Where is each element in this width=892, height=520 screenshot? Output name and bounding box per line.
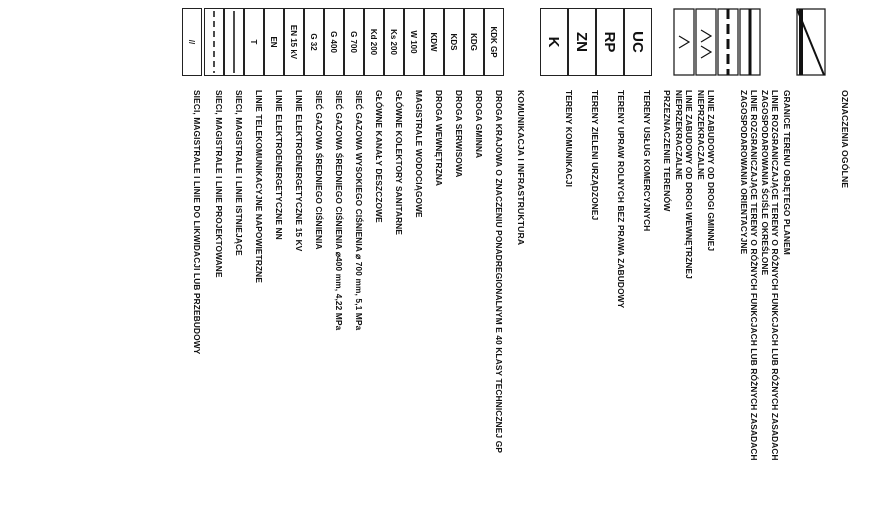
infra-label-1: DROGA GMINNA — [474, 90, 484, 159]
strict-boundary-line-icon — [739, 8, 761, 76]
purpose-code-UC: UC — [624, 8, 652, 76]
infra-code-15: // — [182, 8, 202, 76]
building-line-county-road-icon — [695, 8, 717, 76]
existing-line-icon — [225, 9, 243, 75]
purpose-label-RP: TERENY UPRAW ROLNYCH BEZ PRAWA ZABUDOWY — [616, 90, 626, 309]
plan-boundary-icon — [796, 8, 826, 76]
infra-code-1: KDG — [464, 8, 484, 76]
infra-label-15: SIECI, MAGISTRALE I LINIE DO LIKWIDACJI LUB PRZEBUDOWY — [192, 90, 202, 355]
planned-line-icon — [205, 9, 223, 75]
infra-code-5: Ks 200 — [384, 8, 404, 76]
infra-code-9: G 32 — [304, 8, 324, 76]
general-label-0: GRANICE TERENU OBJĘTEGO PLANEM — [782, 90, 792, 255]
purpose-code-K: K — [540, 8, 568, 76]
infra-code-0: KDK GP — [484, 8, 504, 76]
infra-code-3: KDW — [424, 8, 444, 76]
infra-label-12: LINIE TELEKOMUNIKACYJNE NAPOWIETRZNE — [254, 90, 264, 284]
infra-label-5: GŁÓWNE KOLEKTORY SANITARNE — [394, 90, 404, 236]
infra-label-11: LINIE ELEKTROENERGETYCZNE NN — [274, 90, 284, 240]
infra-code-4: W 100 — [404, 8, 424, 76]
purpose-code-ZN: ZN — [568, 8, 596, 76]
infra-label-10: LINIE ELEKTROENERGETYCZNE 15 KV — [294, 90, 304, 252]
infra-label-13: SIECI, MAGISTRALE I LINIE ISTNIEJĄCE — [234, 90, 244, 256]
infra-header: KOMUNIKACJA I INFRASTRUKTURA — [516, 90, 526, 246]
infra-label-4: MAGISTRALE WODOCIĄGOWE — [414, 90, 424, 218]
purpose-label-K: TERENY KOMUNIKACJI — [564, 90, 574, 188]
infra-label-3: DROGA WEWNĘTRZNA — [434, 90, 444, 187]
purpose-label-ZN: TERENY ZIELENI URZĄDZONEJ — [590, 90, 600, 221]
general-header: OZNACZENIA OGÓLNE — [840, 90, 850, 189]
purpose-code-RP: RP — [596, 8, 624, 76]
dashed-boundary-icon — [717, 8, 739, 76]
infra-code-13 — [224, 8, 244, 76]
infra-label-7: SIEĆ GAZOWA WYSOKIEGO CIŚNIENIA ⌀ 700 mm, 5,1 MPa — [354, 90, 364, 331]
infra-code-7: G 700 — [344, 8, 364, 76]
infra-label-14: SIECI, MAGISTRALE I LINIE PROJEKTOWANE — [214, 90, 224, 278]
infra-code-2: KDS — [444, 8, 464, 76]
infra-label-0: DROGA KRAJOWA O ZNACZENIU PONADREGIONALNYM E 40 KLASY TECHNICZNEJ GP — [494, 90, 504, 453]
general-label-2: LINIE ROZGRANICZAJĄCE TERENY O RÓŻNYCH FUNKCJACH LUB RÓŻNYCH ZASADACH ZAGOSPODAROWANIA ORIENTACYJNE — [739, 90, 759, 461]
general-label-1: LINIE ROZGRANICZAJĄCE TERENY O RÓŻNYCH FUNKCJACH LUB RÓŻNYCH ZASADACH ZAGOSPODAROWANIA ŚCIŚLE OKREŚLONE — [760, 90, 780, 461]
purpose-label-UC: TERENY USŁUG KOMERCYJNYCH — [642, 90, 652, 232]
infra-code-6: Kd 200 — [364, 8, 384, 76]
infra-label-8: SIEĆ GAZOWA ŚREDNIEGO CIŚNIENIA ⌀400 mm, 4,22 MPa — [334, 90, 344, 331]
infra-code-14 — [204, 8, 224, 76]
general-label-3: LINIE ZABUDOWY OD DROGI GMINNEJ NIEPRZEKRACZALNE — [696, 90, 716, 252]
purpose-header: PRZEZNACZENIE TERENÓW — [662, 90, 672, 212]
infra-code-11: EN — [264, 8, 284, 76]
infra-code-10: EN 15 kV — [284, 8, 304, 76]
infra-code-8: G 400 — [324, 8, 344, 76]
infra-code-12: T — [244, 8, 264, 76]
infra-label-6: GŁÓWNE KANAŁY DESZCZOWE — [374, 90, 384, 223]
infra-label-9: SIEĆ GAZOWA ŚREDNIEGO CIŚNIENIA — [314, 90, 324, 250]
building-line-internal-road-icon — [673, 8, 695, 76]
infra-label-2: DROGA SERWISOWA — [454, 90, 464, 178]
general-label-4: LINIE ZABUDOWY OD DROGI WEWNĘTRZNEJ NIEPRZEKRACZALNE — [674, 90, 694, 280]
